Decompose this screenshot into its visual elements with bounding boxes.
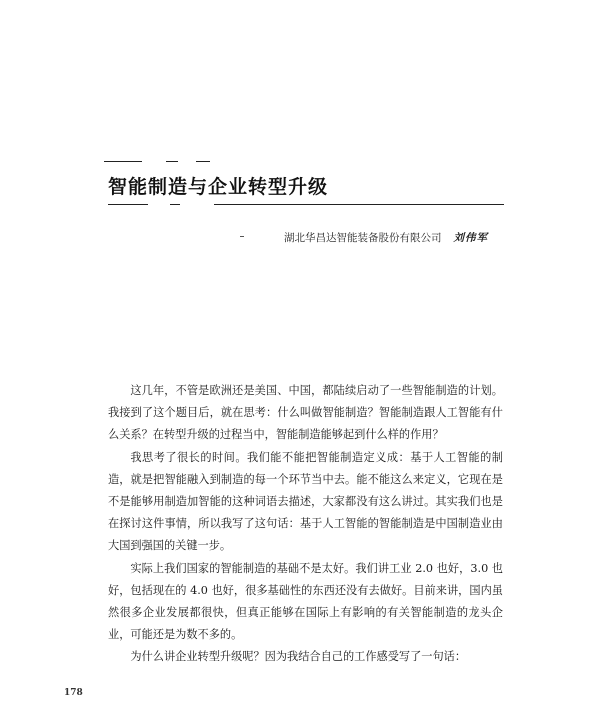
title-rule-long xyxy=(214,204,504,205)
article-title: 智能制造与企业转型升级 xyxy=(108,176,329,198)
page-number: 178 xyxy=(64,688,83,698)
author-name: 刘伟军 xyxy=(453,232,488,244)
header-rule-right xyxy=(196,161,210,162)
title-rule-short-2 xyxy=(170,204,180,205)
paragraph: 我思考了很长的时间。我们能不能把智能制造定义成：基于人工智能的制造，就是把智能融入到制造的每一个环节当中去。能不能这么来定义，它现在是不是能够用制造加智能的这种词语去描述，大家都没有这么讲过。其实我们也是在探讨这件事情，所以我写了这句话：基于人工智能的智能制造是中国制造业由大国到强国的关键一步。 xyxy=(108,450,503,553)
header-rule-left xyxy=(104,161,142,162)
article-body xyxy=(108,380,503,669)
header-rule-mid xyxy=(166,161,178,162)
paragraph: 为什么讲企业转型升级呢？因为我结合自己的工作感受写了一句话： xyxy=(130,650,467,664)
paragraph: 这几年，不管是欧洲还是美国、中国，都陆续启动了一些智能制造的计划。我接到了这个题目后，就在思考：什么叫做智能制造？智能制造跟人工智能有什么关系？在转型升级的过程当中，智能制造能够起到什么样的作用？ xyxy=(108,384,503,442)
author-organization: 湖北华昌达智能装备股份有限公司 xyxy=(284,232,442,244)
paragraph: 实际上我们国家的智能制造的基础不是太好。我们讲工业 2.0 也好，3.0 也好，包括现在的 4.0 也好，很多基础性的东西还没有去做好。目前来讲，国内虽然很多企业发展都很快，但真正能够在国际上有影响的有关智能制造的龙头企业，可能还是为数不多的。 xyxy=(108,561,503,642)
byline xyxy=(284,230,488,245)
margin-mark xyxy=(240,236,244,237)
title-rule-short-1 xyxy=(108,204,148,205)
